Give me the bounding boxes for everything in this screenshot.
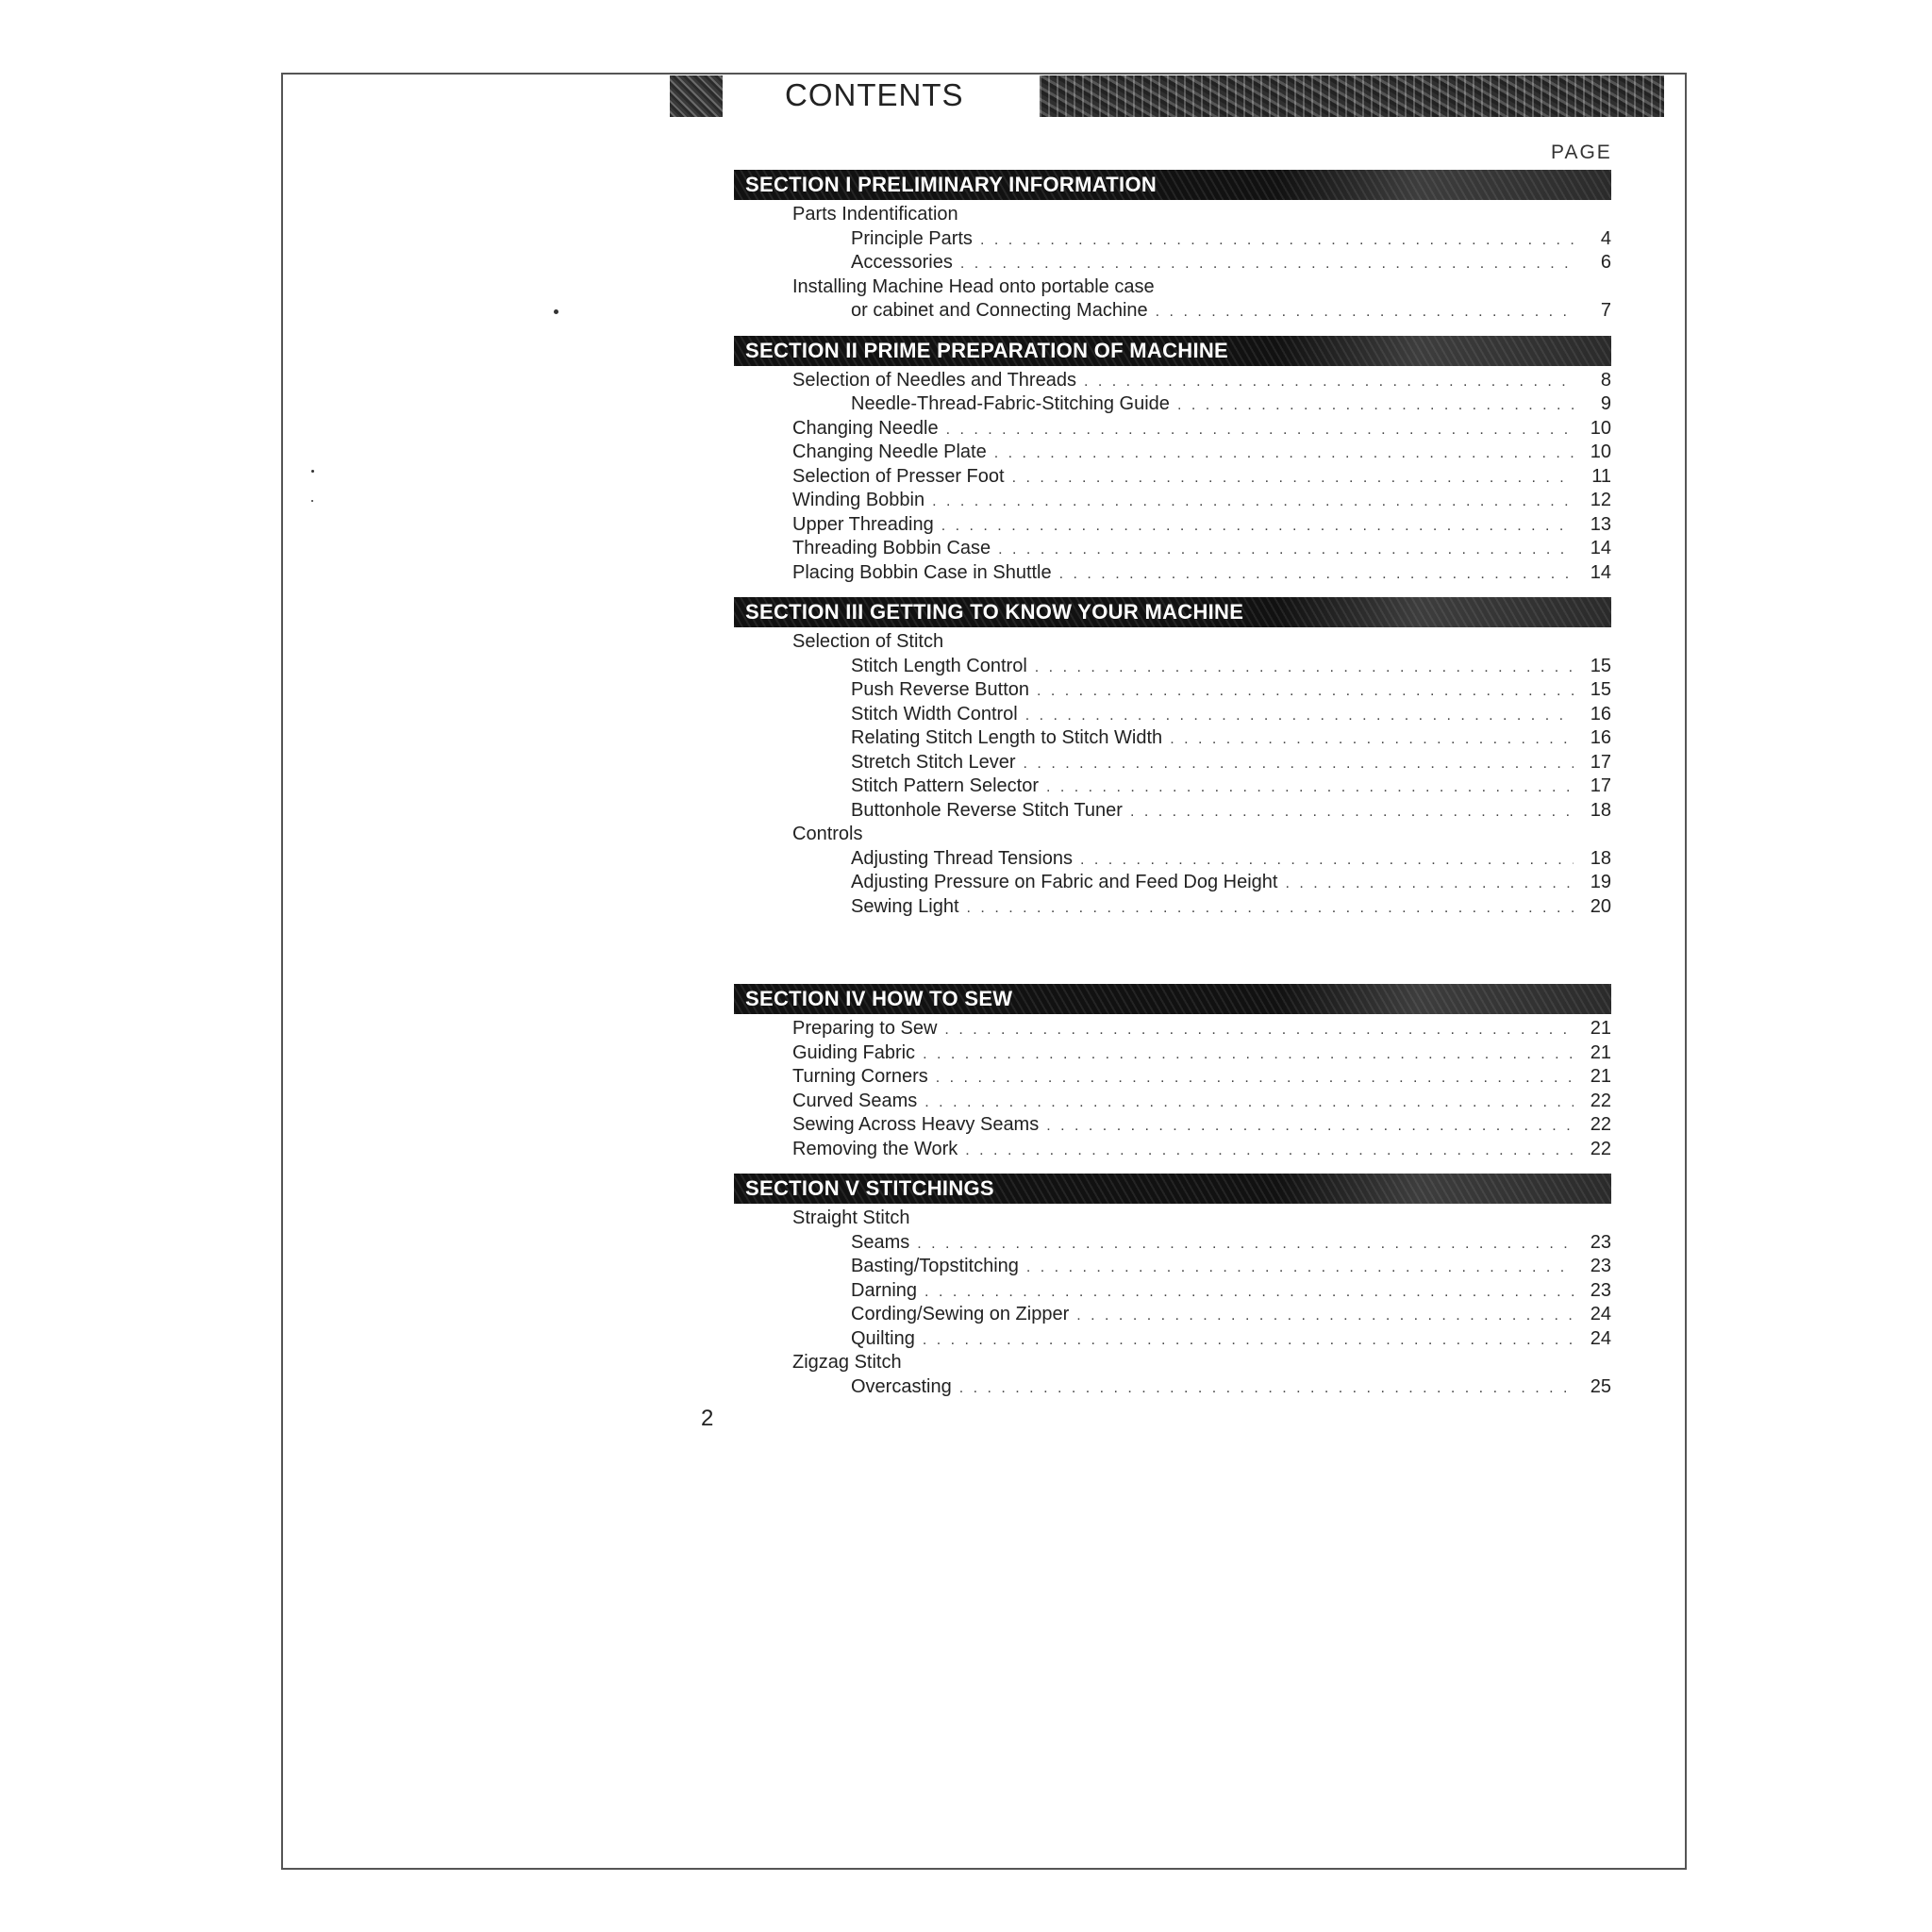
section-heading-bar [734, 170, 1611, 200]
section-heading: SECTION V STITCHINGS [745, 1176, 994, 1200]
toc-entry-label: Selection of Stitch [792, 631, 944, 652]
toc-entry-label: Changing Needle [792, 417, 939, 439]
section-heading: SECTION IV HOW TO SEW [745, 987, 1013, 1010]
toc-entry [734, 1091, 1611, 1115]
toc-entry-page: 21 [1590, 1066, 1611, 1087]
toc-entry-page: 13 [1590, 513, 1611, 535]
dot-leader [967, 900, 1574, 917]
dot-leader [998, 541, 1574, 558]
section-heading-bar [734, 597, 1611, 627]
dot-leader [1046, 779, 1574, 796]
toc-entry-page: 23 [1590, 1231, 1611, 1253]
toc-entry [734, 300, 1611, 325]
toc-entry [734, 727, 1611, 752]
toc-entry-page: 15 [1590, 655, 1611, 676]
toc-entry-label: Selection of Needles and Threads [792, 369, 1076, 391]
toc-entry-label: Adjusting Pressure on Fabric and Feed Dog Height [851, 872, 1278, 892]
page-number: 2 [701, 1406, 714, 1431]
dot-leader [1035, 659, 1574, 676]
toc-entry-label: Relating Stitch Length to Stitch Width [851, 727, 1163, 748]
toc-entry [734, 252, 1611, 276]
toc-entry [734, 562, 1611, 587]
toc-entry [734, 872, 1611, 896]
toc-entry-page: 10 [1590, 441, 1611, 462]
toc-entry-label: Curved Seams [792, 1090, 918, 1111]
toc-entry-page: 22 [1590, 1138, 1611, 1159]
toc-entry-page: 17 [1590, 775, 1611, 796]
section-heading: SECTION III GETTING TO KNOW YOUR MACHINE [745, 600, 1244, 624]
toc-entry-page: 21 [1590, 1018, 1611, 1039]
toc-entry-page: 14 [1590, 561, 1611, 583]
toc-entry-label: Guiding Fabric [792, 1041, 916, 1063]
toc-entry-label: Parts Indentification [792, 204, 958, 225]
dot-leader [924, 1284, 1574, 1301]
section-heading: SECTION II PRIME PREPARATION OF MACHINE [745, 338, 1229, 362]
toc-entry-page: 20 [1590, 895, 1611, 917]
toc-entry-label: Placing Bobbin Case in Shuttle [792, 561, 1052, 583]
dot-leader [1012, 470, 1574, 487]
header-decoration-right [1040, 75, 1664, 117]
toc-entry [734, 393, 1611, 418]
dot-leader [1084, 374, 1574, 391]
toc-entry [734, 276, 1611, 301]
toc-entry [734, 204, 1611, 228]
toc-entry-label: Needle-Thread-Fabric-Stitching Guide [851, 393, 1170, 414]
toc-entry [734, 704, 1611, 728]
toc-entry-page: 7 [1600, 300, 1611, 321]
toc-entry-label: or cabinet and Connecting Machine [851, 300, 1148, 321]
toc-entry [734, 1042, 1611, 1067]
dot-leader [936, 1070, 1574, 1087]
toc-entry [734, 1114, 1611, 1139]
toc-entry [734, 752, 1611, 776]
toc-entry [734, 514, 1611, 539]
toc-entry-label: Stretch Stitch Lever [851, 751, 1016, 773]
toc-entry-page: 16 [1590, 703, 1611, 724]
toc-entry-page: 10 [1590, 417, 1611, 439]
toc-entry-label: Sewing Light [851, 895, 959, 917]
toc-entry [734, 418, 1611, 442]
toc-entry-label: Cording/Sewing on Zipper [851, 1304, 1070, 1324]
dot-leader [959, 1380, 1574, 1397]
toc-entry-label: Sewing Across Heavy Seams [792, 1114, 1040, 1135]
section-heading-bar [734, 984, 1611, 1014]
toc-entry-page: 15 [1590, 679, 1611, 700]
toc-entry-label: Preparing to Sew [792, 1018, 938, 1039]
toc-entry-page: 23 [1590, 1279, 1611, 1301]
dot-leader [944, 1022, 1574, 1039]
toc-entry [734, 775, 1611, 800]
dot-leader [946, 422, 1574, 439]
toc-entry-label: Straight Stitch [792, 1208, 910, 1228]
toc-entry-label: Stitch Length Control [851, 655, 1027, 676]
dot-leader [941, 518, 1574, 535]
contents-header [0, 75, 1932, 121]
toc-entry-page: 4 [1600, 227, 1611, 249]
toc-entry-label: Accessories [851, 252, 953, 273]
scan-speck [311, 470, 314, 473]
toc-entry [734, 1232, 1611, 1257]
toc-entry-label: Buttonhole Reverse Stitch Tuner [851, 799, 1123, 821]
toc-entry [734, 1352, 1611, 1376]
toc-entry [734, 631, 1611, 656]
toc-entry [734, 679, 1611, 704]
toc-entry-page: 19 [1590, 872, 1611, 892]
toc-entry [734, 1208, 1611, 1232]
toc-entry-page: 17 [1590, 751, 1611, 773]
toc-entry [734, 896, 1611, 921]
dot-leader [917, 1236, 1574, 1253]
toc-entry-page: 18 [1590, 799, 1611, 821]
toc-entry-label: Turning Corners [792, 1066, 928, 1087]
toc-entry-page: 9 [1600, 393, 1611, 414]
dot-leader [1130, 804, 1574, 821]
dot-leader [1177, 397, 1574, 414]
toc-entry-page: 12 [1590, 490, 1611, 510]
toc-entry-label: Adjusting Thread Tensions [851, 847, 1073, 869]
toc-entry-label: Removing the Work [792, 1138, 958, 1159]
toc-entry [734, 1066, 1611, 1091]
toc-entry [734, 1139, 1611, 1163]
toc-entry-label: Changing Needle Plate [792, 441, 987, 462]
dot-leader [1080, 852, 1574, 869]
toc-entry-label: Stitch Width Control [851, 703, 1018, 724]
toc-entry-label: Zigzag Stitch [792, 1352, 902, 1373]
dot-leader [923, 1046, 1574, 1063]
dot-leader [960, 256, 1574, 273]
page-column-label: PAGE [1551, 142, 1612, 163]
toc-entry-page: 8 [1600, 369, 1611, 391]
toc-entry [734, 228, 1611, 253]
dot-leader [923, 1332, 1574, 1349]
table-of-contents [734, 168, 1611, 1400]
dot-leader [924, 1094, 1574, 1111]
toc-entry [734, 441, 1611, 466]
toc-entry [734, 1328, 1611, 1353]
section-spacer [734, 1162, 1611, 1172]
toc-entry [734, 370, 1611, 394]
toc-entry [734, 1256, 1611, 1280]
scan-speck [311, 500, 313, 502]
toc-entry-label: Selection of Presser Foot [792, 465, 1005, 487]
toc-entry [734, 1304, 1611, 1328]
toc-entry-page: 14 [1590, 538, 1611, 558]
dot-leader [980, 232, 1574, 249]
toc-entry-page: 21 [1590, 1041, 1611, 1063]
toc-entry-label: Seams [851, 1231, 910, 1253]
section-heading: SECTION I PRELIMINARY INFORMATION [745, 173, 1158, 196]
toc-entry-label: Quilting [851, 1327, 915, 1349]
toc-entry-page: 22 [1590, 1114, 1611, 1135]
toc-entry-page: 6 [1600, 252, 1611, 273]
toc-entry [734, 466, 1611, 491]
toc-entry-label: Controls [792, 824, 863, 844]
dot-leader [1059, 566, 1574, 583]
toc-entry-label: Push Reverse Button [851, 679, 1029, 700]
toc-entry [734, 490, 1611, 514]
toc-entry-page: 24 [1590, 1327, 1611, 1349]
toc-entry-label: Overcasting [851, 1375, 952, 1397]
toc-entry-label: Stitch Pattern Selector [851, 775, 1039, 796]
header-decoration-left [670, 75, 723, 117]
toc-entry [734, 1280, 1611, 1305]
dot-leader [1037, 683, 1574, 700]
toc-entry [734, 1376, 1611, 1401]
toc-entry-label: Principle Parts [851, 227, 973, 249]
dot-leader [1046, 1118, 1574, 1135]
toc-entry-page: 11 [1591, 465, 1611, 487]
toc-entry [734, 848, 1611, 873]
dot-leader [965, 1142, 1574, 1159]
toc-entry [734, 824, 1611, 848]
toc-entry-page: 16 [1590, 727, 1611, 748]
toc-entry-page: 18 [1590, 847, 1611, 869]
section-heading-bar [734, 1174, 1611, 1204]
section-spacer [734, 325, 1611, 334]
toc-entry-label: Threading Bobbin Case [792, 538, 991, 558]
section-spacer [734, 920, 1611, 982]
toc-entry-page: 24 [1590, 1304, 1611, 1324]
dot-leader [1156, 304, 1574, 321]
toc-entry-label: Darning [851, 1279, 918, 1301]
section-heading-bar [734, 336, 1611, 366]
dot-leader [1025, 708, 1574, 724]
dot-leader [1285, 875, 1574, 892]
toc-entry [734, 1018, 1611, 1042]
toc-entry-label: Upper Threading [792, 513, 934, 535]
toc-entry-page: 23 [1590, 1256, 1611, 1276]
dot-leader [1076, 1307, 1574, 1324]
dot-leader [1024, 756, 1574, 773]
toc-entry-page: 25 [1590, 1375, 1611, 1397]
dot-leader [1170, 731, 1574, 748]
scan-speck [554, 309, 558, 314]
dot-leader [1026, 1259, 1574, 1276]
dot-leader [994, 445, 1574, 462]
toc-entry [734, 800, 1611, 824]
section-spacer [734, 586, 1611, 595]
toc-entry-page: 22 [1590, 1090, 1611, 1111]
page-title: CONTENTS [785, 77, 964, 112]
toc-entry-label: Basting/Topstitching [851, 1256, 1019, 1276]
toc-entry-label: Winding Bobbin [792, 490, 925, 510]
toc-entry-label: Installing Machine Head onto portable case [792, 275, 1155, 297]
toc-entry [734, 656, 1611, 680]
dot-leader [932, 493, 1574, 510]
toc-entry [734, 538, 1611, 562]
